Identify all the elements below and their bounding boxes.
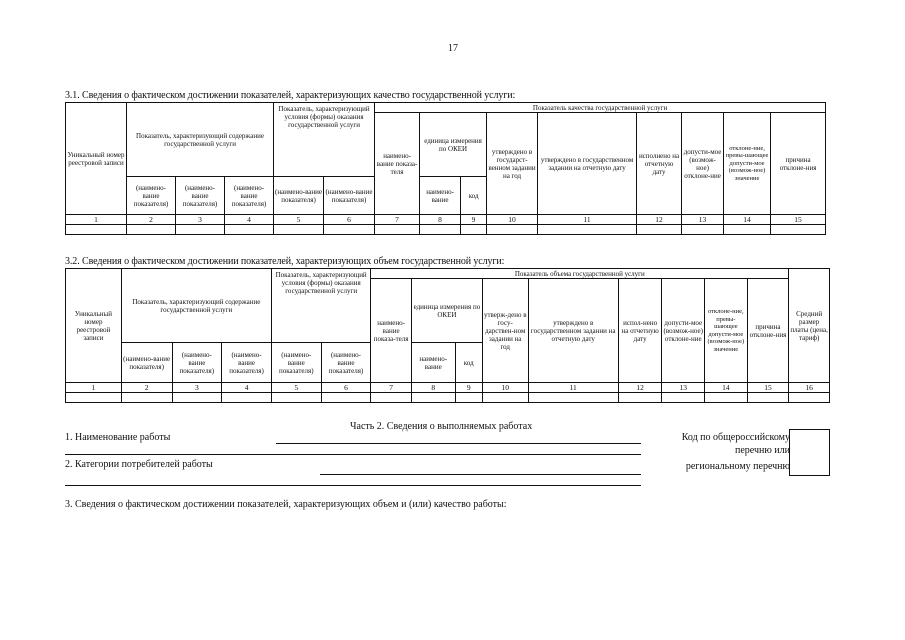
col-unit-code: код (455, 343, 482, 383)
empty-cell (771, 225, 826, 235)
column-number: 8 (411, 383, 455, 393)
empty-cell (121, 393, 172, 403)
column-number: 9 (461, 215, 487, 225)
col-approved-date: утверждено в государственном задании на отчетную дату (528, 279, 618, 383)
column-number: 2 (127, 215, 176, 225)
empty-cell (528, 393, 618, 403)
code-label-line-1: Код по общероссийскому (681, 432, 790, 443)
sub-indicator-name: (наимено-вание показателя) (176, 177, 225, 215)
column-number: 6 (321, 383, 371, 393)
col-allowed-deviation: допусти-мое (возмож-ное) отклоне-ние (662, 279, 705, 383)
col-exceed-deviation: отклоне-ние, превы-шающее допусти-мое (возмож-ное) значение (724, 113, 771, 215)
section-3-1-title: 3.1. Сведения о фактическом достижении показателей, характеризующих качество государственной услуги: (65, 90, 516, 101)
col-allowed-deviation: допусти-мое (возмож-ное) отклоне-ние (682, 113, 724, 215)
work-name-label: 1. Наименование работы (65, 432, 171, 443)
empty-cell (176, 225, 225, 235)
col-unique-record-number: Уникальный номер реестровой записи (66, 103, 127, 215)
empty-cell (705, 393, 748, 403)
empty-cell (271, 393, 321, 403)
sub-indicator-name: (наимено-вание показателя) (225, 177, 274, 215)
column-number: 9 (455, 383, 482, 393)
column-number: 14 (724, 215, 771, 225)
empty-cell (371, 393, 412, 403)
sub-indicator-name: (наимено-вание показателя) (222, 343, 272, 383)
column-number: 11 (538, 215, 637, 225)
col-approved-year: утверж-дено в госу-дарствен-ном задании на год (482, 279, 528, 383)
column-number: 7 (375, 215, 420, 225)
col-indicator-name: наимено-вание показа-теля (371, 279, 412, 383)
column-number: 5 (271, 383, 321, 393)
col-unit-okei: единица измерения по ОКЕИ (420, 113, 487, 177)
column-number: 16 (789, 383, 830, 393)
col-content-indicator: Показатель, характеризующий содержание государственной услуги (121, 269, 271, 343)
column-number: 2 (121, 383, 172, 393)
empty-cell (225, 225, 274, 235)
empty-cell (455, 393, 482, 403)
work-name-line (276, 443, 641, 444)
column-number: 13 (662, 383, 705, 393)
section-3-2-title: 3.2. Сведения о фактическом достижении показателей, характеризующих объем государственной услуги: (65, 256, 505, 267)
empty-cell (66, 393, 122, 403)
empty-cell (538, 225, 637, 235)
empty-cell (482, 393, 528, 403)
col-volume-indicator-group: Показатель объема государственной услуги (371, 269, 789, 279)
empty-cell (747, 393, 789, 403)
column-number: 15 (747, 383, 789, 393)
consumer-categories-label: 2. Категории потребителей работы (65, 459, 213, 470)
empty-cell (222, 393, 272, 403)
column-number: 4 (225, 215, 274, 225)
column-number: 8 (420, 215, 461, 225)
column-number: 3 (176, 215, 225, 225)
column-number: 7 (371, 383, 412, 393)
code-label-line-3: региональному перечню (685, 461, 790, 472)
col-approved-date: утверждено в государственном задании на отчетную дату (538, 113, 637, 215)
empty-cell (461, 225, 487, 235)
col-exceed-deviation: отклоне-ние, превы-шающее допусти-мое (возмож-ное) значение (705, 279, 748, 383)
col-done-date: исполнено на отчетную дату (637, 113, 682, 215)
empty-cell (637, 225, 682, 235)
empty-cell (127, 225, 176, 235)
col-unit-name: наимено-вание (411, 343, 455, 383)
empty-cell (682, 225, 724, 235)
empty-cell (420, 225, 461, 235)
col-condition-indicator: Показатель, характеризующий условия (формы) оказания государственной услуги (271, 269, 370, 343)
column-number: 3 (172, 383, 222, 393)
column-number: 6 (324, 215, 375, 225)
col-unit-code: код (461, 177, 487, 215)
sub-indicator-name: (наимено-вание показателя) (324, 177, 375, 215)
part-2-title: Часть 2. Сведения о выполняемых работах (350, 421, 533, 432)
sub-indicator-name: (наимено-вание показателя) (321, 343, 371, 383)
column-number: 14 (705, 383, 748, 393)
empty-cell (789, 393, 830, 403)
column-number: 5 (274, 215, 324, 225)
page-number: 17 (448, 43, 458, 54)
column-number: 15 (771, 215, 826, 225)
sub-indicator-name: (наимено-вание показателя) (172, 343, 222, 383)
code-label-line-2: перечню или (734, 445, 790, 456)
work-indicators-title: 3. Сведения о фактическом достижении показателей, характеризующих объем и (или) качество работы: (65, 499, 507, 510)
empty-cell (724, 225, 771, 235)
col-condition-indicator: Показатель, характеризующий условия (формы) оказания государственной услуги (274, 103, 375, 177)
col-deviation-reason: причина отклоне-ния (771, 113, 826, 215)
column-number: 12 (618, 383, 662, 393)
consumer-categories-line (320, 474, 641, 475)
empty-cell (375, 225, 420, 235)
column-number: 10 (482, 383, 528, 393)
col-average-price: Средний размер платы (цена, тариф) (789, 269, 830, 383)
column-number: 10 (487, 215, 538, 225)
empty-cell (324, 225, 375, 235)
column-number: 4 (222, 383, 272, 393)
empty-cell (274, 225, 324, 235)
col-unit-okei: единица измерения по ОКЕИ (411, 279, 482, 343)
sub-indicator-name: (наимено-вание показателя) (121, 343, 172, 383)
column-number: 13 (682, 215, 724, 225)
empty-cell (487, 225, 538, 235)
column-number: 12 (637, 215, 682, 225)
empty-cell (618, 393, 662, 403)
col-indicator-name: наимено-вание показа-теля (375, 113, 420, 215)
col-approved-year: утверждено в государст-венном задании на год (487, 113, 538, 215)
sub-indicator-name: (наимено-вание показателя) (274, 177, 324, 215)
col-done-date: испол-нено на отчетную дату (618, 279, 662, 383)
consumer-categories-line-2 (65, 485, 641, 486)
col-quality-indicator-group: Показатель качества государственной услуги (375, 103, 826, 113)
col-unit-name: наимено-вание (420, 177, 461, 215)
column-number: 1 (66, 215, 127, 225)
column-number: 1 (66, 383, 122, 393)
sub-indicator-name: (наимено-вание показателя) (271, 343, 321, 383)
col-content-indicator: Показатель, характеризующий содержание государственной услуги (127, 103, 274, 177)
work-name-line-2 (65, 454, 641, 455)
sub-indicator-name: (наимено-вание показателя) (127, 177, 176, 215)
col-deviation-reason: причина отклоне-ния (747, 279, 789, 383)
quality-indicators-table (65, 102, 826, 235)
empty-cell (321, 393, 371, 403)
empty-cell (411, 393, 455, 403)
empty-cell (172, 393, 222, 403)
code-input-box (789, 429, 830, 476)
empty-cell (662, 393, 705, 403)
volume-indicators-table (65, 268, 830, 403)
col-unique-record-number: Уникальный номер реестровой записи (66, 269, 122, 383)
empty-cell (66, 225, 127, 235)
column-number: 11 (528, 383, 618, 393)
